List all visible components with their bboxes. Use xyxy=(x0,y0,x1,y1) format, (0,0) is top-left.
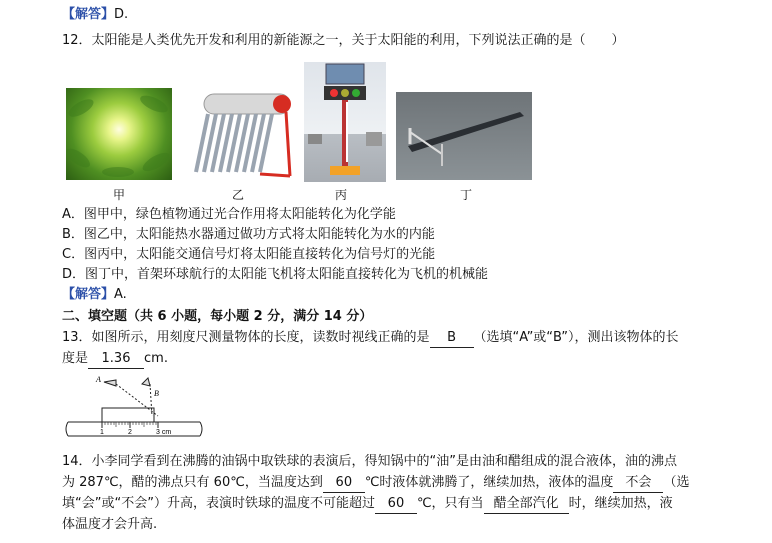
answer-label: 【解答】 xyxy=(62,287,115,302)
label-b: B xyxy=(154,389,159,398)
q12-figure-ding xyxy=(396,92,532,180)
tick-2: 2 xyxy=(128,429,132,436)
answer-12 xyxy=(62,286,127,304)
q12-figure-bing xyxy=(304,62,386,182)
q14-text: ℃时液体就沸腾了，继续加热，液体的温度 xyxy=(364,475,614,490)
q12-option-a: A．图甲中，绿色植物通过光合作用将太阳能转化为化学能 xyxy=(62,207,396,222)
q13-text: 13．如图所示，用刻度尺测量物体的长度，读数时视线正确的是 xyxy=(62,330,430,345)
q13-ruler-figure xyxy=(64,372,204,448)
q13-answer-blank-2: 1.36 xyxy=(88,350,144,369)
caption-ding: 丁 xyxy=(460,188,473,202)
q14-answer-blank-1: 60 xyxy=(323,474,365,493)
q12-figure-jia xyxy=(66,88,172,180)
q14-answer-blank-4: 醋全部汽化 xyxy=(484,495,569,514)
answer-11 xyxy=(62,6,128,24)
q14-text: 填“会”或“不会”）升高，表演时铁球的温度不可能超过 xyxy=(62,496,375,511)
q12-stem: 12．太阳能是人类优先开发和利用的新能源之一，关于太阳能的利用，下列说法正确的是（ ） xyxy=(62,33,625,48)
q13-line-2 xyxy=(62,350,168,369)
answer-value: A. xyxy=(114,287,127,302)
q12-option-b: B．图乙中，太阳能热水器通过做功方式将太阳能转化为水的内能 xyxy=(62,227,435,242)
q14-text: （选 xyxy=(663,475,690,490)
q14-line-1: 14．小李同学看到在沸腾的油锅中取铁球的表演后，得知锅中的“油”是由油和醋组成的混合液体，油的沸点 xyxy=(62,454,678,469)
q13-text: （选填“A”或“B”），测出该物体的长 xyxy=(473,330,679,345)
q13-answer-blank-1: B xyxy=(430,329,474,348)
q14-line-4: 体温度才会升高. xyxy=(62,517,158,532)
caption-jia: 甲 xyxy=(113,188,126,202)
q12-figure-yi xyxy=(190,86,300,182)
q12-option-d: D．图丁中，首架环球航行的太阳能飞机将太阳能直接转化为飞机的机械能 xyxy=(62,267,489,282)
q14-line-2 xyxy=(62,474,689,493)
q14-text: 时，继续加热，液 xyxy=(568,496,673,511)
q13-text: 度是 xyxy=(62,351,89,366)
answer-label: 【解答】 xyxy=(62,7,115,22)
q13-line-1 xyxy=(62,329,678,348)
tick-3: 3 cm xyxy=(156,429,172,436)
q14-answer-blank-2: 不会 xyxy=(613,474,663,493)
q14-answer-blank-3: 60 xyxy=(375,495,417,514)
caption-bing: 丙 xyxy=(335,188,348,202)
q12-option-c: C．图丙中，太阳能交通信号灯将太阳能直接转化为信号灯的光能 xyxy=(62,247,436,262)
answer-value: D. xyxy=(114,7,129,22)
label-a: A xyxy=(96,375,101,384)
q14-line-3 xyxy=(62,495,673,514)
q14-text: 为 287℃，醋的沸点只有 60℃，当温度达到 xyxy=(62,475,323,490)
section-heading: 二、填空题（共 6 小题，每小题 2 分，满分 14 分） xyxy=(62,309,373,324)
caption-yi: 乙 xyxy=(232,188,245,202)
q13-text: cm. xyxy=(144,351,168,366)
tick-1: 1 xyxy=(100,429,104,436)
q14-text: ℃，只有当 xyxy=(416,496,484,511)
